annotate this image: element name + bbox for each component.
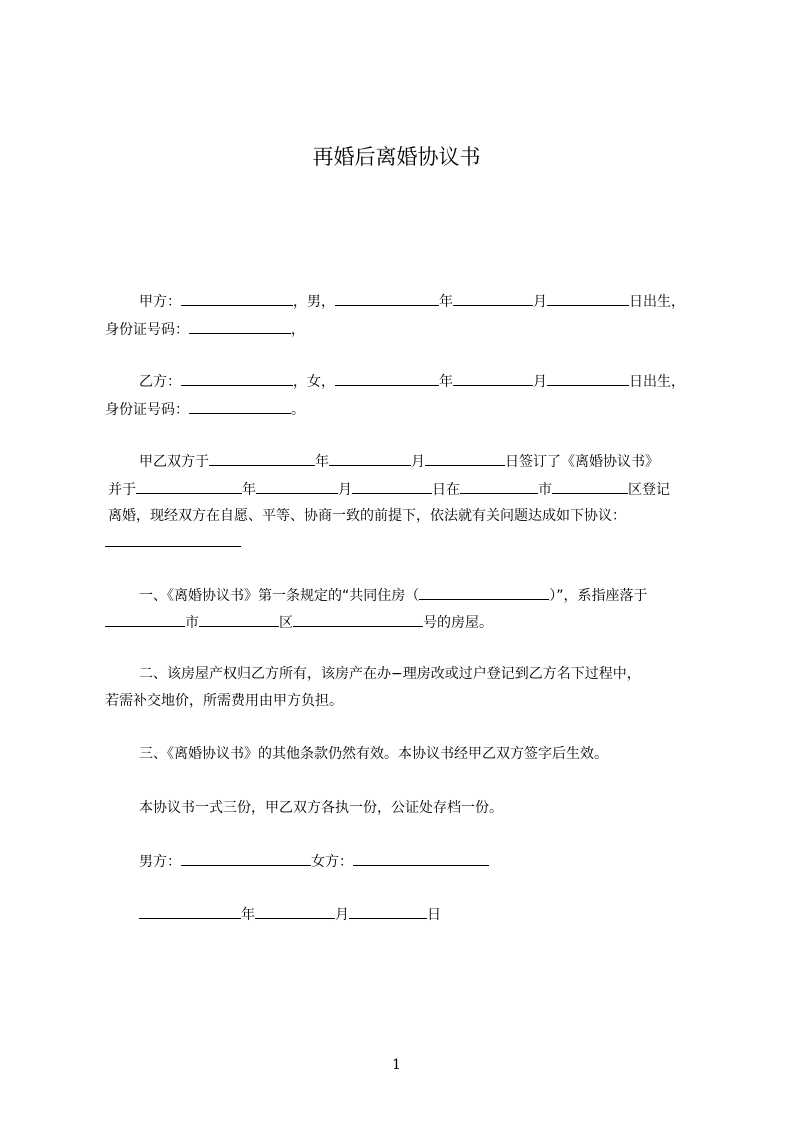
registration-district-blank[interactable] <box>552 479 628 494</box>
intro-text: 离婚，现经双方在自愿、平等、协商一致的前提下，依法就有关问题达成如下协议： <box>108 508 626 524</box>
year-label: 年 <box>439 374 453 390</box>
party-a-name-blank[interactable] <box>181 291 293 306</box>
year-label: 年 <box>242 482 256 498</box>
intro-line-1 <box>139 451 659 472</box>
agreement-year-blank[interactable] <box>209 451 315 466</box>
signature-line <box>139 851 489 872</box>
registration-year-blank[interactable] <box>136 479 242 494</box>
party-a-birth-month-blank[interactable] <box>453 291 533 306</box>
sign-day-blank[interactable] <box>349 904 427 919</box>
intro-text: 日在 <box>432 482 460 498</box>
agreement-day-blank[interactable] <box>425 451 505 466</box>
clause-text: 一、《离婚协议书》第一条规定的“共同住房（ <box>139 588 420 604</box>
punctuation: 。 <box>291 402 305 418</box>
year-label: 年 <box>241 907 255 923</box>
male-signature-blank[interactable] <box>181 851 311 866</box>
party-b-line <box>139 371 685 392</box>
extra-blank[interactable] <box>105 532 241 547</box>
clause-3: 三、《离婚协议书》的其他条款仍然有效。本协议书经甲乙双方签字后生效。 <box>139 746 608 762</box>
clause-2-line-2: 若需补交地价，所需费用由甲方负担。 <box>105 693 343 709</box>
party-a-birth-year-blank[interactable] <box>335 291 439 306</box>
birth-suffix: 日出生， <box>629 294 685 310</box>
party-b-gender: ，女， <box>293 374 335 390</box>
page-number: 1 <box>392 1057 401 1073</box>
intro-text: 区登记 <box>628 482 670 498</box>
month-label: 月 <box>335 907 349 923</box>
month-label: 月 <box>533 374 547 390</box>
birth-suffix: 日出生， <box>629 374 685 390</box>
clause-1-line-2 <box>105 612 493 633</box>
intro-line-2 <box>108 479 670 500</box>
month-label: 月 <box>338 482 352 498</box>
intro-text: 甲乙双方于 <box>139 454 209 470</box>
agreement-month-blank[interactable] <box>329 451 411 466</box>
year-label: 年 <box>439 294 453 310</box>
intro-line-4 <box>105 532 241 553</box>
registration-month-blank[interactable] <box>256 479 338 494</box>
day-label: 日 <box>427 907 441 923</box>
registration-city-blank[interactable] <box>460 479 538 494</box>
party-a-label: 甲方： <box>139 294 181 310</box>
party-b-birth-year-blank[interactable] <box>335 371 439 386</box>
intro-text: 并于 <box>108 482 136 498</box>
copies-statement: 本协议书一式三份，甲乙双方各执一份，公证处存档一份。 <box>139 800 503 816</box>
house-number-blank[interactable] <box>293 612 423 627</box>
party-a-gender: ，男， <box>293 294 335 310</box>
city-label: 市 <box>185 615 199 631</box>
clause-text: ）”，系指座落于 <box>549 588 648 604</box>
month-label: 月 <box>533 294 547 310</box>
clause-2-line-1: 二、该房屋产权归乙方所有，该房产在办−理房改或过户登记到乙方名下过程中， <box>139 666 641 682</box>
district-label: 区 <box>279 615 293 631</box>
month-label: 月 <box>411 454 425 470</box>
id-label: 身份证号码： <box>105 322 189 338</box>
clause-1-line-1 <box>139 585 648 606</box>
party-b-id-line <box>105 399 305 420</box>
party-b-birth-day-blank[interactable] <box>547 371 629 386</box>
house-district-blank[interactable] <box>199 612 279 627</box>
party-b-id-blank[interactable] <box>189 399 291 414</box>
document-title: 再婚后离婚协议书 <box>312 145 481 169</box>
party-a-birth-day-blank[interactable] <box>547 291 629 306</box>
shared-house-blank[interactable] <box>419 585 549 600</box>
intro-text: 日签订了《离婚协议书》 <box>505 454 659 470</box>
party-a-id-line <box>105 319 305 340</box>
id-label: 身份证号码： <box>105 402 189 418</box>
party-b-name-blank[interactable] <box>181 371 293 386</box>
intro-line-3 <box>108 506 626 526</box>
clause-text: 号的房屋。 <box>423 615 493 631</box>
date-line <box>139 904 441 925</box>
house-city-blank[interactable] <box>105 612 185 627</box>
party-b-label: 乙方： <box>139 374 181 390</box>
sign-month-blank[interactable] <box>255 904 335 919</box>
party-a-line <box>139 291 685 312</box>
punctuation: ， <box>291 322 305 338</box>
party-b-birth-month-blank[interactable] <box>453 371 533 386</box>
year-label: 年 <box>315 454 329 470</box>
sign-year-blank[interactable] <box>139 904 241 919</box>
male-label: 男方： <box>139 854 181 870</box>
female-label: 女方： <box>311 854 353 870</box>
party-a-id-blank[interactable] <box>189 319 291 334</box>
city-label: 市 <box>538 482 552 498</box>
female-signature-blank[interactable] <box>353 851 489 866</box>
registration-day-blank[interactable] <box>352 479 432 494</box>
